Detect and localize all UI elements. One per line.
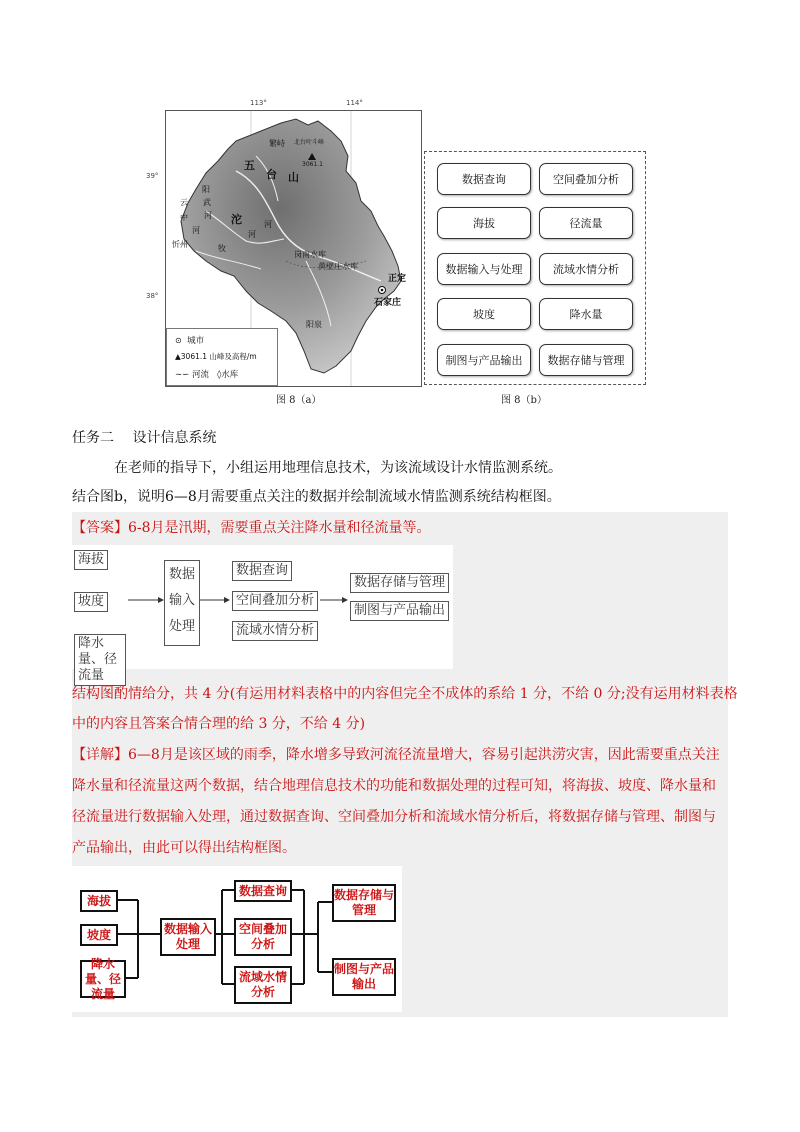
map-label-wu2: 武 bbox=[203, 198, 211, 207]
city-icon: ⊙ bbox=[175, 336, 182, 345]
map-label-fanzhi: 繁峙 bbox=[269, 139, 285, 148]
map-label-beitai: 北台叶斗峰 bbox=[294, 139, 325, 146]
map-label-gangnan: 岗南水库 bbox=[294, 250, 326, 259]
detail-line-2: 降水量和径流量这两个数据，结合地理信息技术的功能和数据处理的过程可知，将海拔、坡度、降水量和 bbox=[72, 778, 716, 794]
ans-output-mapping: 制图与产品输出 bbox=[350, 601, 449, 621]
task-line-2: 结合图b，说明6—8月需要重点关注的数据并绘制流域水情监测系统结构框图。 bbox=[72, 489, 561, 505]
reservoir-icon: ◊ bbox=[217, 370, 222, 380]
lon-label-114: 114° bbox=[346, 99, 363, 107]
det-analysis-overlay: 空间叠加分析 bbox=[234, 918, 292, 956]
ans-process-box bbox=[164, 560, 200, 646]
ans-analysis-water: 流域水情分析 bbox=[232, 621, 318, 641]
lon-label-113: 113° bbox=[250, 99, 267, 107]
lat-label-39: 39° bbox=[146, 172, 159, 180]
detail-line-1: 【详解】6—8月是该区域的雨季，降水增多导致河流径流量增大，容易引起洪涝灾害，因此需要重点关注 bbox=[72, 747, 720, 763]
fig-b-box-elevation: 海拔 bbox=[437, 207, 531, 239]
det-analysis-water: 流域水情分析 bbox=[234, 966, 292, 1004]
fig-b-box-water-analysis: 流域水情分析 bbox=[539, 253, 633, 285]
fig-b-box-precip: 降水量 bbox=[539, 298, 633, 330]
map-label-tuo: 沱 bbox=[231, 213, 242, 226]
fig-b-box-overlay: 空间叠加分析 bbox=[539, 163, 633, 195]
answer-text: 【答案】6-8月是汛期，需要重点关注降水量和径流量等。 bbox=[72, 520, 431, 536]
map-label-yang: 阳 bbox=[202, 185, 210, 194]
task-line-1: 在老师的指导下，小组运用地理信息技术，为该流域设计水情监测系统。 bbox=[114, 460, 562, 476]
det-process-box: 数据输入处理 bbox=[160, 918, 216, 956]
map-label-yun: 云 bbox=[180, 198, 188, 207]
fig-b-box-query: 数据查询 bbox=[437, 163, 531, 195]
legend-city-label: 城市 bbox=[187, 336, 205, 346]
detail-diagram bbox=[72, 866, 402, 1012]
map-label-zhengding: 正定 bbox=[388, 274, 407, 284]
ans-input-precip-runoff: 降水量、径流量 bbox=[74, 634, 126, 686]
detail-line-3: 径流量进行数据输入处理，通过数据查询、空间叠加分析和流域水情分析后，将数据存储与管理、制图与 bbox=[72, 809, 716, 825]
scoring-line-1: 结构图酌情给分，共 4 分(有运用材料表格中的内容但完全不成体的系给 1 分，不给 0 分;没有运用材料表格 bbox=[72, 686, 738, 702]
ans-process-line-3: 处理 bbox=[168, 619, 195, 634]
map-label-shan: 山 bbox=[288, 171, 299, 184]
fig-b-caption: 图 8（b） bbox=[501, 395, 547, 406]
ans-input-slope: 坡度 bbox=[74, 592, 108, 612]
ans-process-line-1: 数据 bbox=[168, 567, 195, 582]
detail-line-4: 产品输出，由此可以得出结构框图。 bbox=[72, 840, 296, 856]
arrow-head bbox=[342, 597, 348, 603]
map-label-mu: 牧 bbox=[218, 244, 226, 253]
map-label-shijiazhuang: 石家庄 bbox=[374, 298, 402, 308]
det-output-mapping: 制图与产品输出 bbox=[332, 958, 396, 996]
fig-b-box-slope: 坡度 bbox=[437, 298, 531, 330]
map-label-peak: 3061.1 bbox=[302, 161, 323, 168]
det-input-elevation: 海拔 bbox=[80, 890, 118, 912]
map-legend bbox=[166, 328, 278, 386]
legend-reservoir-label: 水库 bbox=[221, 370, 239, 380]
ans-output-storage: 数据存储与管理 bbox=[350, 573, 449, 593]
map-label-zhong: 中 bbox=[180, 213, 188, 222]
map-label-he2: 河 bbox=[204, 211, 212, 220]
arrow-head bbox=[224, 597, 230, 603]
task-heading: 任务二 设计信息系统 bbox=[72, 430, 217, 446]
peak-icon: ▲ bbox=[175, 352, 181, 361]
det-output-storage: 数据存储与管理 bbox=[332, 884, 396, 922]
map-label-wu: 五 bbox=[244, 159, 255, 172]
map-label-xinzhou: 忻州 bbox=[172, 240, 188, 249]
det-analysis-query: 数据查询 bbox=[234, 880, 292, 902]
ans-process-line-2: 输入 bbox=[168, 593, 195, 608]
legend-peak-label: 3061.1 山峰及高程/m bbox=[180, 352, 257, 361]
scoring-line-2: 中的内容且答案合情合理的给 3 分，不给 4 分) bbox=[72, 716, 366, 732]
fig-b-frame bbox=[424, 151, 646, 385]
fig-b-box-storage: 数据存储与管理 bbox=[539, 344, 633, 376]
ans-analysis-query: 数据查询 bbox=[232, 561, 292, 581]
det-input-precip-runoff: 降水量、径流量 bbox=[80, 960, 126, 998]
legend-river-label: 河流 bbox=[191, 370, 209, 380]
city-marker-dot bbox=[381, 289, 384, 292]
map-label-he3: 河 bbox=[192, 226, 200, 235]
river-icon: ∼∽ bbox=[175, 370, 190, 380]
fig-b-box-input: 数据输入与处理 bbox=[437, 253, 531, 285]
det-input-slope: 坡度 bbox=[80, 924, 118, 946]
fig-b-box-runoff: 径流量 bbox=[539, 207, 633, 239]
map-label-huangbizhuang: 黄壁庄水库 bbox=[318, 262, 358, 271]
fig-b-box-mapping: 制图与产品输出 bbox=[437, 344, 531, 376]
answer-diagram bbox=[72, 545, 453, 683]
lat-label-38: 38° bbox=[146, 292, 159, 300]
map-label-tai: 台 bbox=[266, 168, 277, 181]
legend-river-reservoir bbox=[175, 368, 238, 380]
legend-peak bbox=[175, 351, 257, 362]
map-label-he1: 河 bbox=[264, 220, 272, 229]
map-label-yangquan: 阳泉 bbox=[306, 320, 322, 329]
legend-city bbox=[175, 334, 204, 346]
map-label-he4: 河 bbox=[248, 230, 256, 239]
ans-analysis-overlay: 空间叠加分析 bbox=[232, 591, 318, 611]
fig-a-caption: 图 8（a） bbox=[276, 395, 322, 406]
ans-input-elevation: 海拔 bbox=[74, 550, 108, 570]
